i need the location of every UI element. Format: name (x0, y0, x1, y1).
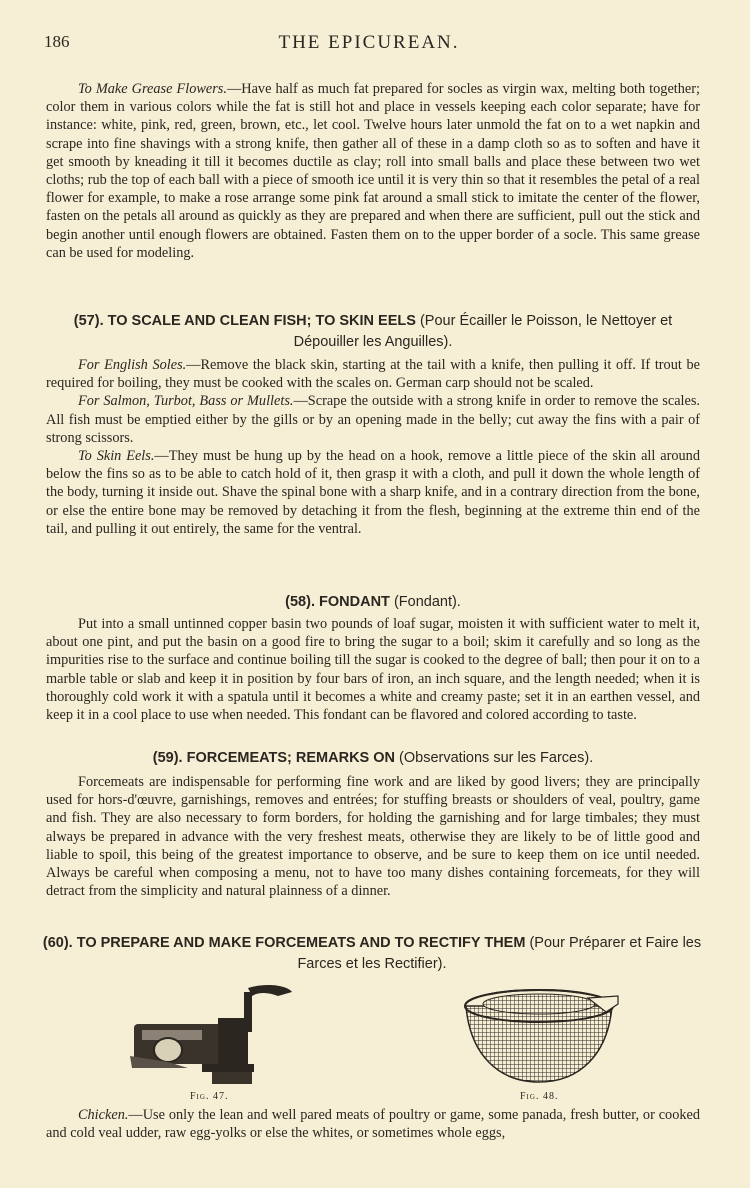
meat-grinder-icon (128, 978, 298, 1088)
grease-flowers-paragraph (46, 80, 700, 262)
section-57-subtitle: (Pour Écailler le Poisson, le Nettoyer et Dépouiller les Anguilles). (293, 313, 673, 350)
sieve-icon (458, 984, 620, 1086)
grease-flowers-text: —Have half as much fat prepared for socles as virgin wax, melting both together; color them in various colors while the fat is still hot and place in vessels keeping each color separate; have for instance: white, pink, red, green, brown, etc., let cool. Twelve hours later unmold the fat on to a wet napkin and scrape into fine shavings with a strong knife, then gather all of these in a damp cloth so as to soften and have it get smooth by kneading it till it becomes ductile as clay; roll into small balls and place these between two wet cloths; rub the top of each ball with a piece of smooth ice until it is very thin so that it resembles the petal of a real flower for example, to make a rose arrange some pink fat around a small stick to imitate the center of the flower, fasten on the petals all around as quickly as they are prepared and when there are sufficient, pull out the stick and begin another until enough flowers are obtained. Fasten them on to the upper border of a socle. This same grease can be used for modeling. (46, 81, 701, 261)
section-60-subtitle: (Pour Préparer et Faire les Farces et les Rectifier). (297, 935, 702, 972)
section-60-number: (60). (42, 935, 73, 951)
chicken-lead: Chicken. (78, 1107, 129, 1123)
section-58-body (46, 615, 700, 724)
section-57-title: TO SCALE AND CLEAN FISH; TO SKIN EELS (107, 313, 416, 329)
section-59-title: FORCEMEATS; REMARKS ON (186, 750, 395, 766)
salmon-text: —Scrape the outside with a strong knife in order to remove the scales. All fish must be emptied either by the gills or by an opening made in the belly; cut away the fins with a pair of strong scissors. (46, 393, 700, 446)
eels-text: —They must be hung up by the head on a hook, remove a little piece of the skin all around below the fins so as to be able to catch hold of it, then grasp it with a cloth, and pull it down the whole length of the body, turning it inside out. Shave the spinal bone with a sharp knife, and in a contrary direction from the bone, or else the entire bone may be removed by detaching it from the flesh, beginning at the extreme thin end of the tail, and pulling it out entirely, the same for the ventral. (46, 448, 700, 537)
section-58-number: (58). (285, 594, 315, 610)
page-number: 186 (44, 32, 70, 51)
soles-text: —Remove the black skin, starting at the tail with a knife, then pulling it off. If trout be required for boiling, they must be cooked with the scales on. German carp should not be scaled. (46, 357, 700, 392)
section-57-number: (57). (73, 313, 104, 329)
eels-lead: To Skin Eels. (78, 448, 155, 465)
section-59-subtitle: (Observations sur les Farces). (399, 750, 594, 766)
section-60-title: TO PREPARE AND MAKE FORCEMEATS AND TO RECTIFY THEM (76, 935, 526, 951)
fig-48-caption: Fig. 48. (520, 1091, 559, 1102)
running-title: THE EPICUREAN. (278, 32, 460, 53)
section-59-heading (46, 748, 700, 769)
section-59-number: (59). (152, 750, 183, 766)
fondant-text: Put into a small untinned copper basin two pounds of loaf sugar, moisten it with sufficient water to melt it, about one pint, and put the basin on a good fire to bring the sugar to a boil; skim it carefully and so long as the impurities rise to the surface and continue boiling till the sugar is cooked to the degree of ball; then pour it on to a marble table or slab and keep it in position by four bars of iron, an inch square, and the length needed; when it is thoroughly cold work it with a spatula until it becomes a white and creamy paste; set it in an earthen vessel, and keep it in a cool place to use when needed. This fondant can be flavored and colored according to taste. (46, 616, 700, 724)
section-58-title: FONDANT (319, 594, 390, 610)
section-58-heading (46, 592, 700, 613)
soles-lead: For English Soles. (78, 357, 187, 373)
section-57-heading (46, 311, 700, 353)
section-60-heading (40, 933, 704, 975)
fig-47-caption: Fig. 47. (190, 1091, 229, 1102)
section-57-body (46, 356, 700, 538)
chicken-text: —Use only the lean and well pared meats of poultry or game, some panada, fresh butter, or cooked and cold veal udder, raw egg-yolks or else the whites, or sometimes whole eggs, (46, 1107, 700, 1142)
forcemeats-text: Forcemeats are indispensable for performing fine work and are liked by good livers; they are principally used for hors-d'œuvre, garnishings, removes and entrées; for stuffing breasts or shoulders of veal, poultry, game and fish. They are also necessary to form borders, for holding the garnishing and for large timbales; they must always be prepared in advance with the very freshest meats, otherwise they are likely to be of little good and liable to spoil, this being of the greatest importance to observe, and be sure to keep them on ice until needed. Always be careful when composing a menu, not to have too many dishes containing forcemeats, for they will detract from the simplicity and natural plainness of a dinner. (46, 774, 700, 900)
salmon-lead: For Salmon, Turbot, Bass or Mullets. (78, 393, 294, 410)
section-59-body (46, 773, 700, 900)
section-60-body (46, 1106, 700, 1142)
section-58-subtitle: (Fondant). (393, 594, 461, 610)
grease-flowers-lead: To Make Grease Flowers. (78, 81, 227, 97)
page-header (44, 32, 694, 56)
